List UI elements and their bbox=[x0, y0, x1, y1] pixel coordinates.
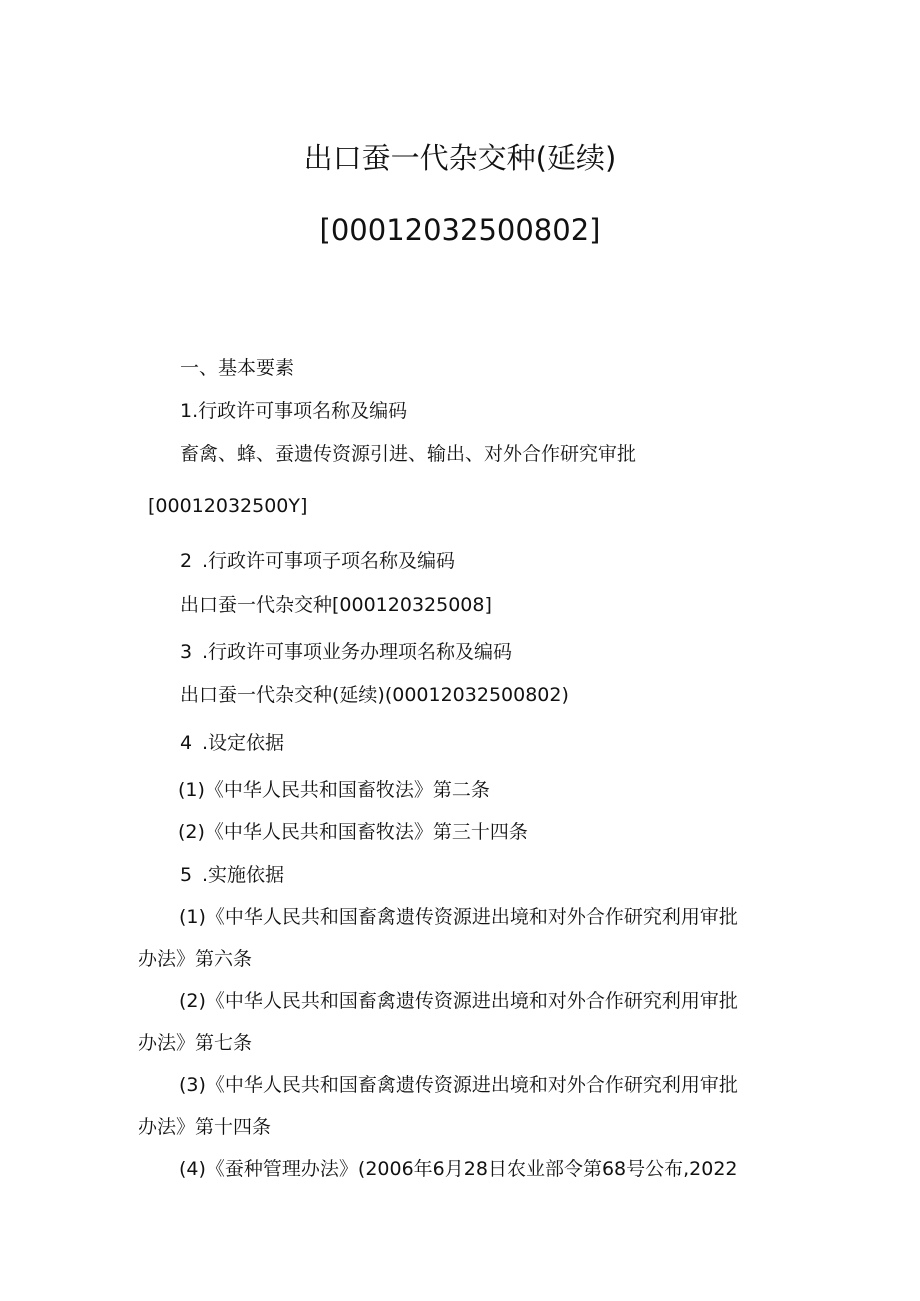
item-5-heading-text: .实施依据 bbox=[202, 864, 285, 886]
item-2-heading-text: .行政许可事项子项名称及编码 bbox=[202, 550, 456, 572]
item-3-value: 出口蚕一代杂交种(延续)(00012032500802) bbox=[180, 684, 569, 706]
basis-item: (1)《中华人民共和国畜牧法》第二条 bbox=[178, 779, 490, 801]
item-1-heading: 1.行政许可事项名称及编码 bbox=[180, 400, 408, 422]
item-4-heading bbox=[180, 730, 284, 756]
impl-item: (2)《中华人民共和国畜禽遗传资源进出境和对外合作研究利用审批 bbox=[179, 990, 738, 1012]
item-5-heading bbox=[180, 862, 284, 888]
impl-item-cont: 办法》第六条 bbox=[138, 948, 253, 970]
item-5-number: 5 bbox=[180, 864, 193, 886]
item-1-value: 畜禽、蜂、蚕遗传资源引进、输出、对外合作研究审批 bbox=[180, 443, 637, 465]
item-2-value: 出口蚕一代杂交种[000120325008] bbox=[180, 594, 492, 616]
basis-item: (2)《中华人民共和国畜牧法》第三十四条 bbox=[178, 821, 528, 843]
document-code: [00012032500802] bbox=[319, 213, 601, 247]
impl-item: (4)《蚕种管理办法》(2006年6月28日农业部令第68号公布,2022 bbox=[179, 1158, 738, 1180]
item-2-number: 2 bbox=[180, 550, 193, 572]
item-3-heading-text: .行政许可事项业务办理项名称及编码 bbox=[202, 641, 513, 663]
document-title: 出口蚕一代杂交种(延续) bbox=[303, 141, 617, 175]
impl-item-cont: 办法》第十四条 bbox=[138, 1116, 272, 1138]
item-4-number: 4 bbox=[180, 732, 193, 754]
item-1-value-code: [00012032500Y] bbox=[148, 495, 308, 517]
item-4-heading-text: .设定依据 bbox=[202, 732, 285, 754]
impl-item: (1)《中华人民共和国畜禽遗传资源进出境和对外合作研究利用审批 bbox=[179, 906, 738, 928]
item-3-number: 3 bbox=[180, 641, 193, 663]
item-2-heading bbox=[180, 548, 455, 574]
impl-item: (3)《中华人民共和国畜禽遗传资源进出境和对外合作研究利用审批 bbox=[179, 1074, 738, 1096]
impl-item-cont: 办法》第七条 bbox=[138, 1032, 253, 1054]
item-3-heading bbox=[180, 639, 512, 665]
section-heading: 一、基本要素 bbox=[180, 357, 295, 379]
